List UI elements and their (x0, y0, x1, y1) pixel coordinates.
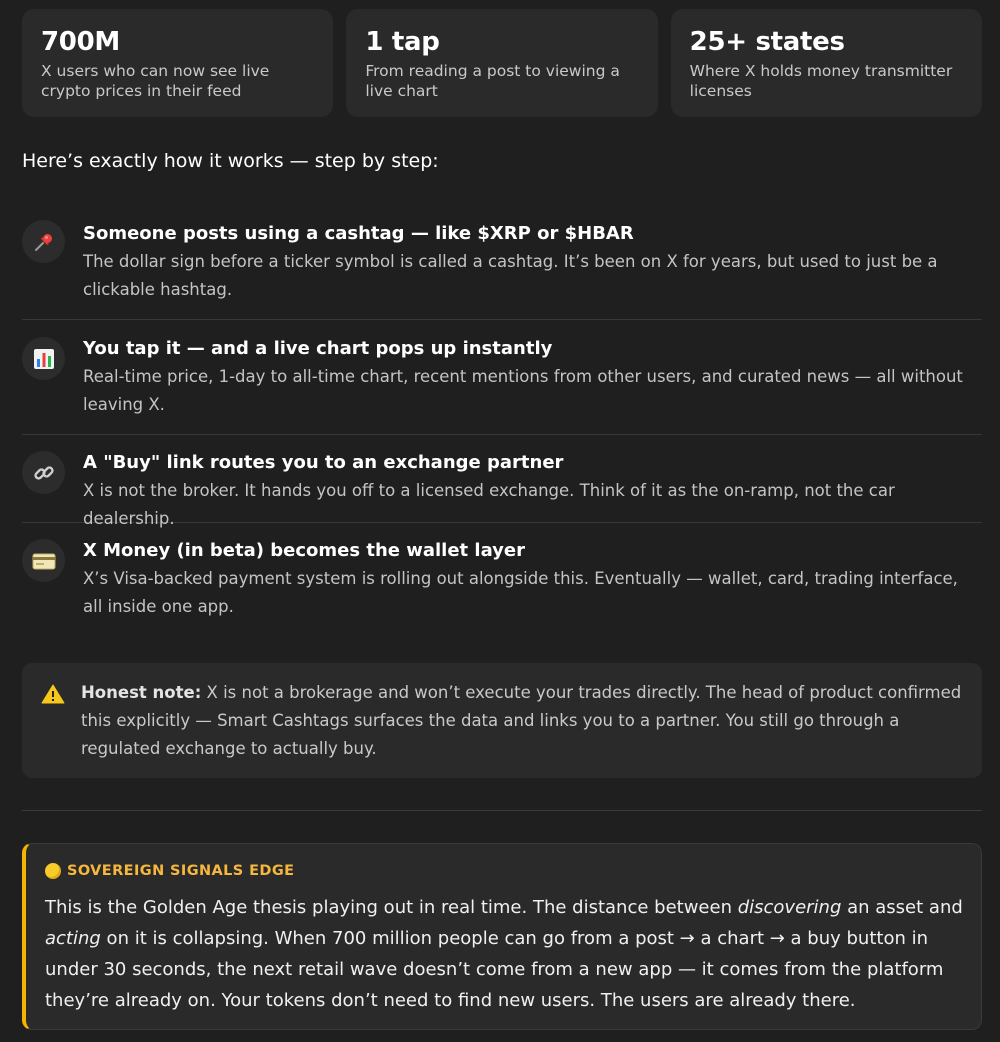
step-title: Someone posts using a cashtag — like $XRP or $HBAR (83, 223, 634, 244)
stat-value: 1 tap (365, 27, 440, 57)
bar-chart-icon (22, 337, 65, 380)
step-item (22, 206, 982, 320)
section-divider (22, 810, 982, 811)
honest-note-callout (22, 663, 982, 778)
step-description: The dollar sign before a ticker symbol is called a cashtag. It’s been on X for years, but used to just be a clickable hashtag. (83, 252, 938, 299)
stat-value: 25+ states (689, 27, 845, 57)
stat-card-users (22, 9, 333, 117)
step-item (22, 320, 982, 435)
yellow-circle-icon (45, 863, 61, 879)
stat-description: Where X holds money transmitter licenses (689, 62, 953, 100)
edge-text-segment: This is the Golden Age thesis playing out in real time. The distance between (45, 897, 738, 918)
step-item (22, 523, 982, 637)
stat-description: X users who can now see live crypto prices in their feed (41, 62, 270, 100)
step-title: X Money (in beta) becomes the wallet layer (83, 540, 526, 561)
stat-value: 700M (41, 27, 120, 57)
link-icon (22, 451, 65, 494)
warning-icon (41, 684, 65, 704)
edge-emphasis: acting (45, 928, 101, 949)
step-item (22, 435, 982, 528)
section-intro: Here’s exactly how it works — step by step: (22, 150, 439, 172)
step-description: Real-time price, 1-day to all-time chart, recent mentions from other users, and curated news — all without leaving X. (83, 367, 963, 414)
edge-body (45, 892, 965, 1016)
steps-list (22, 206, 982, 637)
note-body: X is not a brokerage and won’t execute your trades directly. The head of product confirmed this explicitly — Smart Cashtags surfaces the data and links you to a partner. You still go through a regulated exchange to actually buy. (81, 683, 962, 758)
edge-header (45, 863, 294, 879)
edge-emphasis: discovering (737, 897, 842, 918)
step-description: X’s Visa-backed payment system is rolling out alongside this. Eventually — wallet, card, trading interface, all inside one app. (83, 569, 958, 616)
stat-card-states (671, 9, 982, 117)
step-title: You tap it — and a live chart pops up instantly (83, 338, 553, 359)
pushpin-icon (22, 220, 65, 263)
stats-row (22, 9, 982, 117)
edge-text-segment: an asset and (841, 897, 963, 918)
note-text (81, 679, 968, 763)
note-label: Honest note: (81, 683, 202, 702)
step-title: A "Buy" link routes you to an exchange partner (83, 452, 564, 473)
edge-text-segment: on it is collapsing. When 700 million people can go from a post → a chart → a buy button in under 30 seconds, the next retail wave doesn’t come from a new app — it comes from the platform they’re already on. Your tokens don’t need to find new users. The users are already there. (45, 928, 944, 1011)
step-description: X is not the broker. It hands you off to a licensed exchange. Think of it as the on-ramp, not the car dealership. (83, 481, 895, 528)
credit-card-icon (22, 539, 65, 582)
signals-edge-callout (22, 843, 982, 1030)
stat-description: From reading a post to viewing a live chart (365, 62, 620, 100)
stat-card-taps (346, 9, 657, 117)
edge-title: SOVEREIGN SIGNALS EDGE (67, 863, 295, 879)
